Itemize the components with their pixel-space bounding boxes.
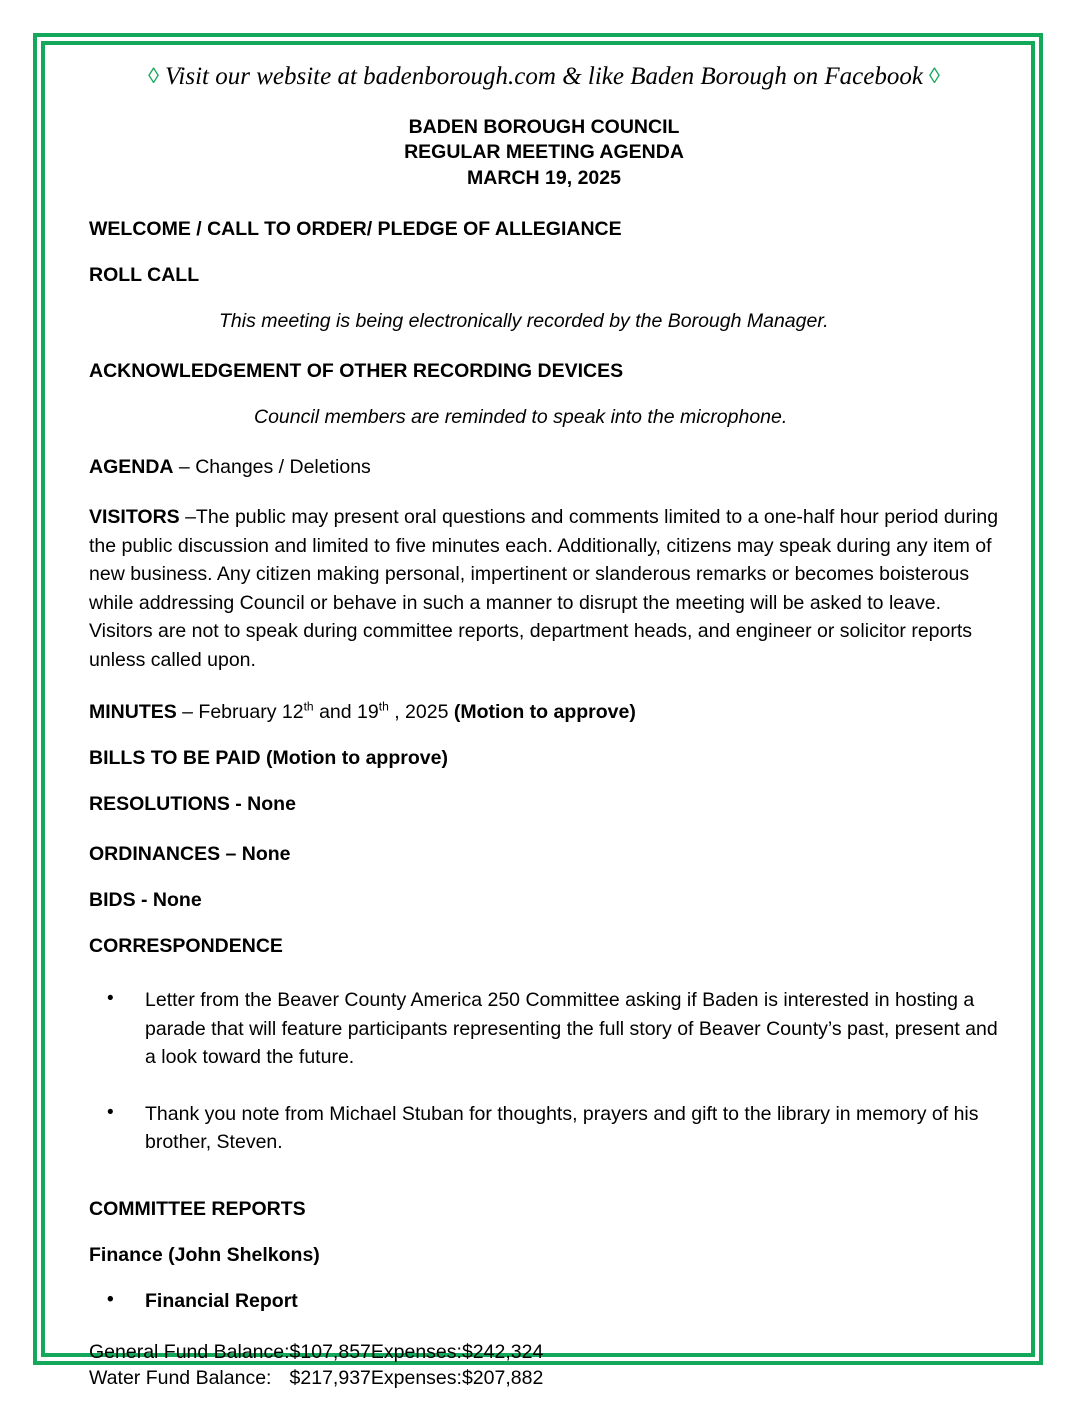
fund-amount: $217,937 — [289, 1366, 371, 1389]
list-item: • Thank you note from Michael Stuban for thoughts, prayers and gift to the library in memory of his brother, Steven. — [89, 1100, 999, 1157]
table-row — [89, 1365, 543, 1391]
section-committee-reports: COMMITTEE REPORTS — [89, 1197, 306, 1220]
visitors-text: –The public may present oral questions and comments limited to a one-half hour period during the public discussion and limited to five minutes each. Additionally, citizens may speak during any item of new business. Any citizen making personal, impertinent or slanderous remarks or becomes boisterous while addressing Council or behave in such a manner to disrupt the meeting will be asked to leave. Visitors are not to speak during committee reports, department heads, and engineer or solicitor reports unless called upon. — [89, 506, 999, 671]
fund-label: Water Fund Balance: — [89, 1366, 272, 1389]
subsection-finance: Finance (John Shelkons) — [89, 1243, 320, 1266]
minutes-ordinal-b: th — [378, 699, 389, 714]
expense-label: Expenses: — [370, 1366, 462, 1389]
fund-amount: $107,857 — [289, 1340, 371, 1363]
note-microphone: Council members are reminded to speak into the microphone. — [254, 406, 788, 428]
minutes-text-c: , 2025 — [388, 701, 454, 723]
banner-text: Visit our website at badenborough.com & like Baden Borough on Facebook — [165, 63, 923, 90]
website-banner — [0, 63, 1088, 91]
section-resolutions: RESOLUTIONS - None — [89, 793, 296, 815]
finance-bullet-list — [89, 1289, 999, 1313]
agenda-label: AGENDA — [89, 456, 174, 478]
section-bids: BIDS - None — [89, 889, 202, 911]
correspondence-list — [89, 986, 999, 1157]
expense-label: Expenses: — [370, 1340, 462, 1363]
list-item-financial-report: • Financial Report — [89, 1289, 999, 1313]
minutes-label: MINUTES — [89, 701, 177, 723]
minutes-text-a: – February 12 — [176, 701, 304, 723]
section-ordinances: ORDINANCES – None — [89, 843, 291, 865]
table-row — [89, 1339, 543, 1365]
minutes-motion: (Motion to approve) — [453, 701, 636, 723]
diamond-right-icon: ◊ — [928, 63, 940, 88]
document-title — [0, 115, 1088, 192]
section-welcome: WELCOME / CALL TO ORDER/ PLEDGE OF ALLEGIANCE — [89, 218, 622, 240]
agenda-rest: – Changes / Deletions — [173, 456, 371, 478]
list-item: • Letter from the Beaver County America 250 Committee asking if Baden is interested in hosting a parade that will feature participants representing the full story of Beaver County’s past, present and a look toward the future. — [89, 986, 999, 1072]
section-minutes — [89, 700, 999, 724]
minutes-ordinal-a: th — [303, 699, 314, 714]
section-bills: BILLS TO BE PAID (Motion to approve) — [89, 747, 448, 769]
section-roll-call: ROLL CALL — [89, 264, 200, 286]
note-recording: This meeting is being electronically recorded by the Borough Manager. — [219, 310, 829, 332]
section-agenda — [89, 455, 999, 479]
expense-amount: $242,324 — [461, 1340, 544, 1363]
section-correspondence: CORRESPONDENCE — [89, 935, 283, 957]
title-line-agenda: REGULAR MEETING AGENDA — [404, 141, 684, 163]
title-line-council: BADEN BOROUGH COUNCIL — [408, 115, 680, 138]
expense-amount: $207,882 — [461, 1366, 544, 1389]
diamond-left-icon: ◊ — [148, 63, 159, 88]
minutes-text-b: and 19 — [313, 701, 379, 723]
section-visitors — [89, 503, 999, 674]
title-line-date: MARCH 19, 2025 — [467, 166, 621, 189]
financial-report-table — [89, 1339, 543, 1391]
section-acknowledgement: ACKNOWLEDGEMENT OF OTHER RECORDING DEVICES — [89, 360, 624, 382]
agenda-body — [89, 217, 999, 1391]
visitors-label: VISITORS — [89, 506, 180, 528]
fund-label: General Fund Balance: — [89, 1340, 290, 1363]
